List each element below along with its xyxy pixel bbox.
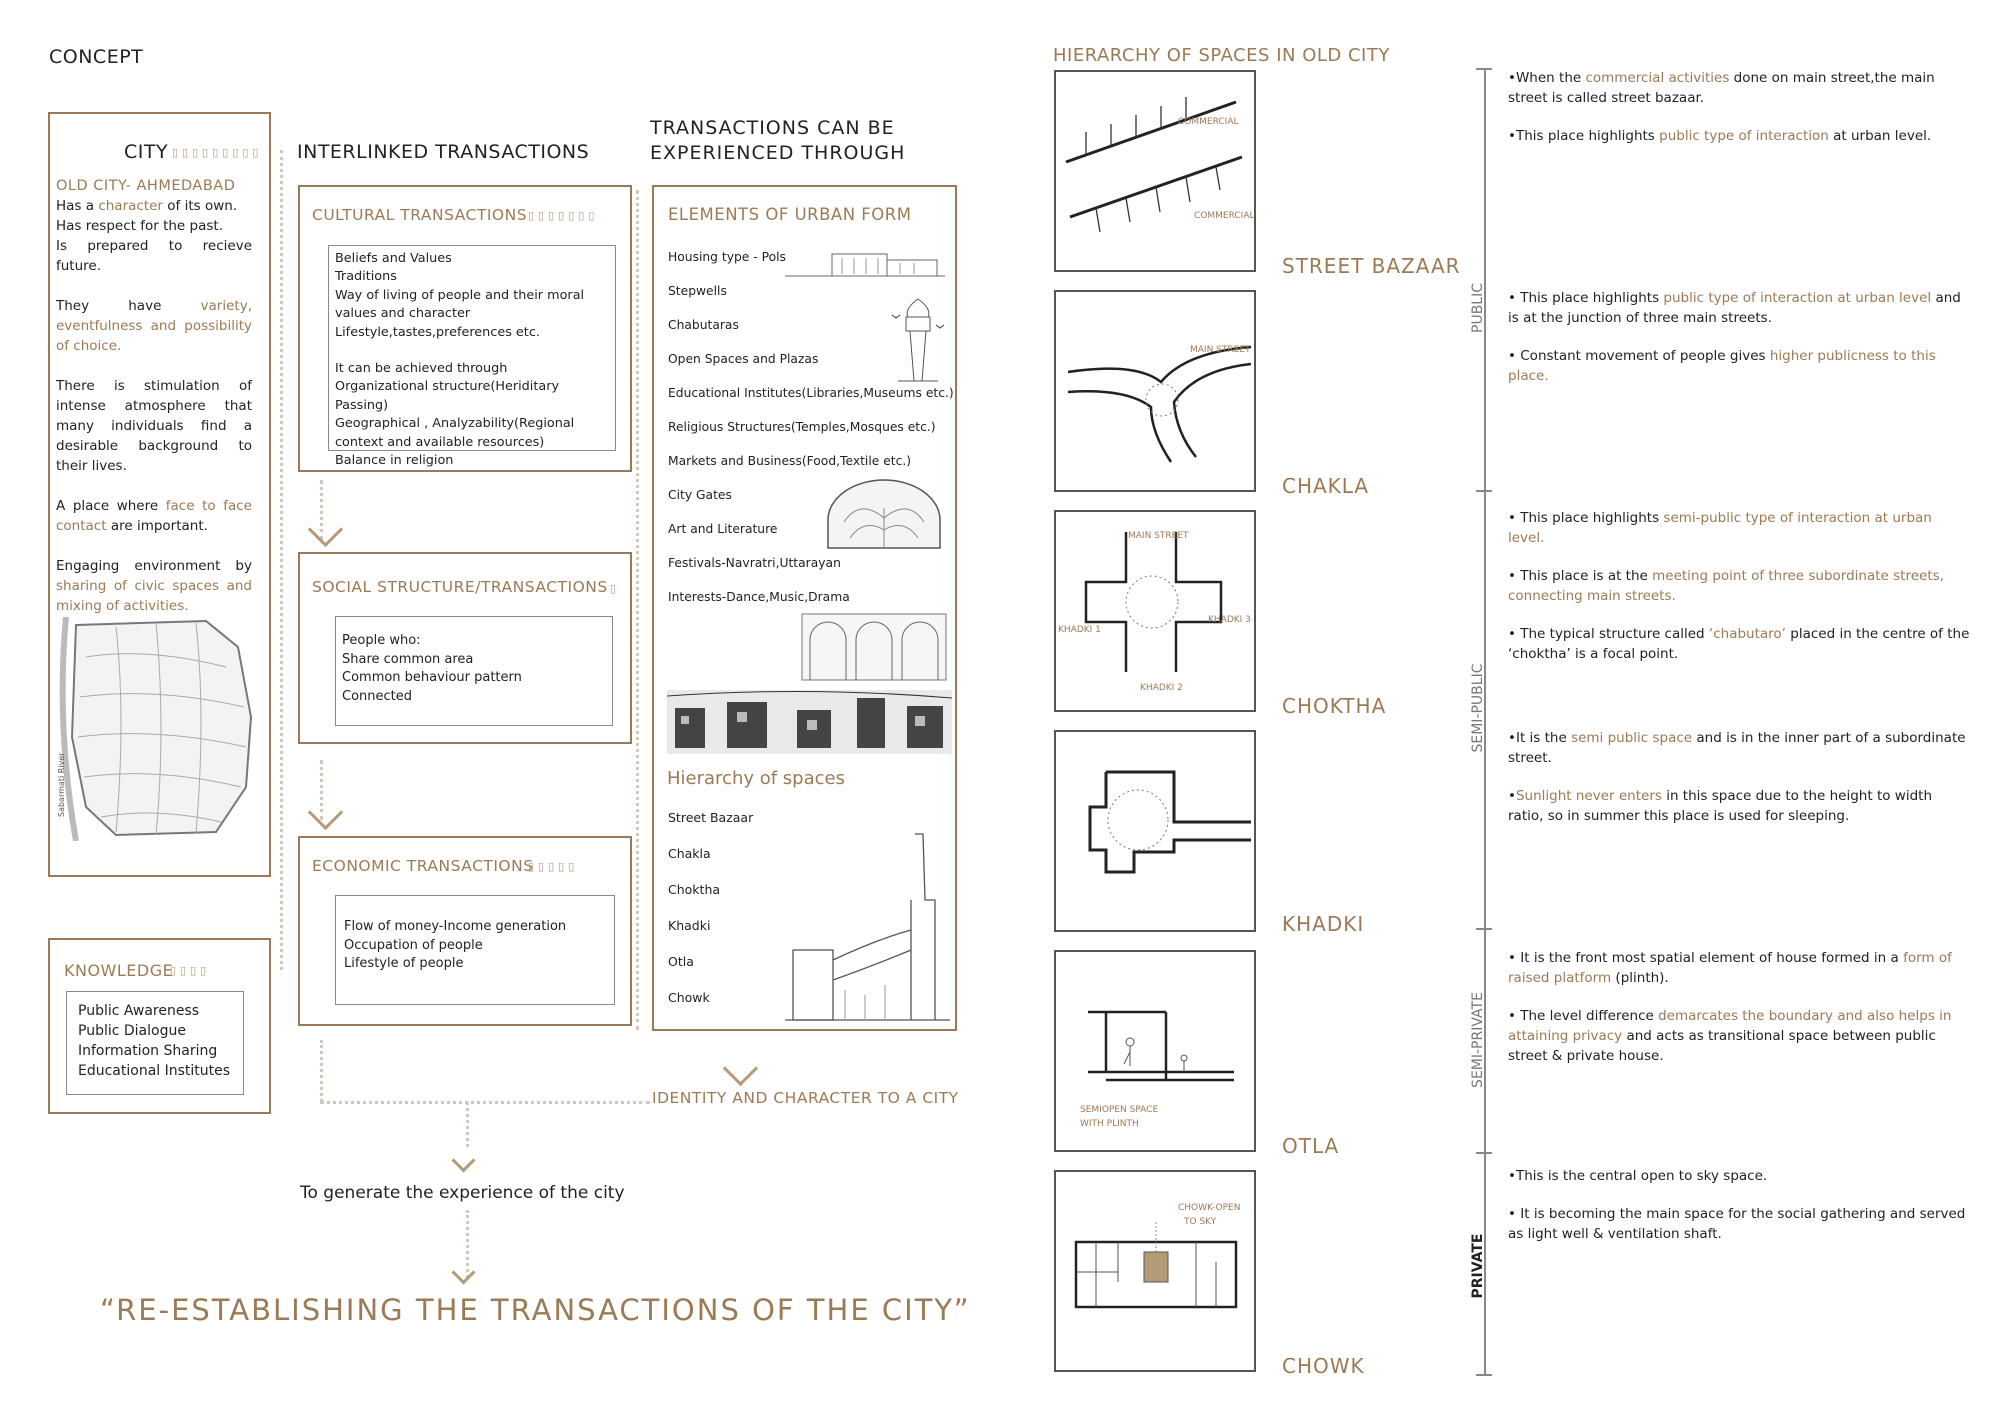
city-header: CITY [124,141,169,163]
desc-otla [1508,948,1970,1084]
experienced-header-line2: EXPERIENCED THROUGH [650,142,906,164]
hierarchy-item: Choktha [668,882,721,897]
desc-highlight: Sunlight never enters [1515,788,1662,804]
desc-highlight: demarcates the boundary and also helps in attaining privacy [1508,1008,1952,1044]
desc-text: placed in the centre of the ‘choktha’ is a focal point. [1508,626,1970,662]
concept-title: CONCEPT [49,46,144,68]
hierarchy-item: Khadki [668,918,711,933]
element-item: Markets and Business(Food,Textile etc.) [668,454,912,468]
hierarchy-item: Chowk [668,990,710,1005]
scale-label-private: PRIVATE [1470,1233,1486,1299]
element-item: Stepwells [668,284,727,298]
desc-text: done on main street,the main street is called street bazaar. [1508,70,1935,106]
street-scene-sketch [667,690,952,754]
hierarchy-list [668,810,753,1026]
desc-highlight: public type of interaction [1659,128,1829,144]
sketch-label: COMMERCIAL [1178,117,1239,127]
desc-highlight: public type of interaction at urban level [1663,290,1932,306]
economic-line: Flow of money-Income generation [344,919,567,934]
desc-text: • It is the front most spatial element of house formed in a [1508,950,1904,966]
economic-list [344,918,566,974]
connector-economic-bottom [320,1040,323,1102]
desc-text: at urban level. [1828,128,1932,144]
sketch-label: KHADKI 2 [1140,683,1183,693]
city-p4-post: are important. [106,518,208,534]
hierarchy-item: Chakla [668,846,711,861]
generate-text: To generate the experience of the city [300,1183,625,1203]
city-p3: There is stimulation of intense atmosphere that many individuals find a desirable background to their lives. [56,378,252,474]
economic-connector-dots: ▯▯▯▯▯ [528,860,579,873]
knowledge-connector-dots: ▯▯▯▯ [170,964,211,977]
desc-text: (plinth). [1611,970,1669,986]
desc-text: •This is the central open to sky space. [1508,1168,1768,1184]
city-p4-pre: A place where [56,498,166,514]
desc-choktha [1508,508,1970,682]
desc-highlight: higher publicness to this place. [1508,348,1936,384]
social-line: Connected [342,688,413,704]
desc-text: • It is becoming the main space for the social gathering and served as light well & ventilation shaft. [1508,1206,1966,1242]
space-label-khadki: KHADKI [1282,912,1365,936]
knowledge-list [78,1001,230,1081]
chevron-down-icon [308,512,343,547]
desc-highlight: semi-public type of interaction at urban level. [1508,510,1932,546]
element-item: Interests-Dance,Music,Drama [668,590,850,604]
desc-text: •It is the [1508,730,1572,746]
chabutara-sketch [888,295,948,387]
chevron-down-icon [451,1148,475,1172]
element-item: Festivals-Navratri,Uttarayan [668,556,841,570]
social-header: SOCIAL STRUCTURE/TRANSACTIONS [312,578,608,596]
cultural-line: Beliefs and Values [335,251,452,266]
economic-line: Lifestyle of people [344,956,464,971]
sketch-chowk [1054,1170,1256,1372]
cultural-line: Geographical , Analyzability(Regional context and available resources) [335,416,575,450]
scale-tick [1476,1152,1492,1154]
city-p1-post: of its own. [162,198,238,214]
connector-to-experienced [636,190,639,1030]
knowledge-item: Public Awareness [78,1003,200,1019]
sketch-label: KHADKI 3 [1208,615,1251,625]
desc-text: in this space due to the height to width ratio, so in summer this place is used for sleeping. [1508,788,1933,824]
city-p1-line3: Is prepared to recieve future. [56,238,252,274]
desc-khadki [1508,728,1970,844]
city-p2-highlight: variety, eventfulness and possibility of choice. [56,298,252,354]
city-p4-highlight: face to face contact [56,498,252,534]
cultural-line: Lifestyle,tastes,preferences etc. [335,324,540,340]
economic-line: Occupation of people [344,937,483,953]
desc-highlight: form of raised platform [1508,950,1952,986]
pol-house-sketch [780,248,950,284]
social-list [342,632,522,706]
desc-text: and is in the inner part of a subordinate street. [1508,730,1966,766]
sketch-label: MAIN STREET [1128,531,1189,541]
art-literature-sketch [800,610,950,684]
knowledge-header: KNOWLEDGE [64,961,174,980]
space-label-chakla: CHAKLA [1282,474,1370,498]
desc-text: •This place highlights [1508,128,1660,144]
social-line: Share common area [342,651,474,667]
desc-text: • This place highlights [1508,510,1664,526]
chevron-down-icon [723,1051,758,1086]
element-item: Educational Institutes(Libraries,Museums etc.) [668,386,954,400]
element-item: Housing type - Pols [668,250,786,264]
hierarchy-list-header: Hierarchy of spaces [667,768,845,789]
knowledge-item: Information Sharing [78,1043,218,1059]
element-item: Religious Structures(Temples,Mosques etc.) [668,420,936,434]
economic-header: ECONOMIC TRANSACTIONS [312,857,534,875]
desc-chakla [1508,288,1970,404]
sketch-khadki [1054,730,1256,932]
scale-tick [1476,1374,1492,1376]
desc-text: and acts as transitional space between public street & private house. [1508,1028,1936,1064]
interlinked-header: INTERLINKED TRANSACTIONS [297,141,590,163]
city-p2-pre: They have [56,298,201,314]
element-item: Chabutaras [668,318,739,332]
bottom-horizontal-connector [320,1101,650,1104]
identity-text: IDENTITY AND CHARACTER TO A CITY [652,1089,959,1107]
scale-label-public: PUBLIC [1470,283,1486,333]
elements-header: ELEMENTS OF URBAN FORM [668,205,912,224]
city-gate-sketch [820,478,948,552]
sketch-label: CHOWK-OPEN [1178,1203,1241,1213]
element-item: Art and Literature [668,522,778,536]
desc-highlight: meeting point of three subordinate streets, connecting main streets. [1508,568,1944,604]
connector-to-generate [466,1102,469,1147]
desc-text: and is at the junction of three main streets. [1508,290,1961,326]
cultural-line: Balance in religion [335,453,454,469]
sketch-label: WITH PLINTH [1080,1119,1139,1129]
sketch-label: MAIN STREET [1190,345,1251,355]
desc-highlight: commercial activities [1585,70,1730,86]
cultural-list [335,250,613,470]
city-p1-highlight: character [98,198,163,214]
element-item: City Gates [668,488,732,502]
desc-text: • Constant movement of people gives [1508,348,1770,364]
city-connector-dots: ▯▯▯▯▯▯▯▯▯ [172,146,263,159]
sketch-chakla [1054,290,1256,492]
street-tower-sketch [785,830,950,1025]
cultural-line: Way of living of people and their moral values and character [335,287,585,322]
desc-street-bazaar [1508,68,1970,164]
sketch-label: COMMERCIAL [1194,211,1254,221]
city-p5-highlight: sharing of civic spaces and mixing of activities. [56,578,252,614]
social-line: People who: [342,633,421,648]
sketch-label: KHADKI 1 [1058,625,1101,635]
social-connector-dots: ▯ [610,582,621,595]
desc-highlight: semi public space [1571,730,1693,746]
cultural-line: It can be achieved through [335,361,508,377]
cultural-header: CULTURAL TRANSACTIONS [312,206,528,224]
cultural-connector-dots: ▯▯▯▯▯▯▯ [528,209,599,222]
cultural-line: Organizational structure(Heriditary Passing) [335,379,560,413]
hierarchy-item: Otla [668,954,694,969]
knowledge-item: Educational Institutes [78,1063,231,1079]
scale-tick [1476,490,1492,492]
sketch-street-bazaar [1054,70,1256,272]
city-p1-line2: Has respect for the past. [56,218,223,234]
space-label-choktha: CHOKTHA [1282,694,1387,718]
desc-chowk [1508,1166,1970,1262]
map-river-label: Sabarmati River [57,752,66,817]
element-item: Open Spaces and Plazas [668,352,819,366]
hierarchy-title: HIERARCHY OF SPACES IN OLD CITY [1053,45,1390,66]
old-city-map-sketch [56,617,256,841]
experienced-header-line1: TRANSACTIONS CAN BE [650,117,895,139]
desc-text: •When the [1508,70,1586,86]
city-p5-pre: Engaging environment by [56,558,252,574]
vertical-connector [280,150,283,970]
space-label-chowk: CHOWK [1282,1354,1365,1378]
chevron-down-icon [308,795,343,830]
desc-text: • The level difference [1508,1008,1659,1024]
city-p1-pre: Has a [56,198,99,214]
sketch-label: SEMIOPEN SPACE [1080,1105,1159,1115]
sketch-label: TO SKY [1184,1217,1217,1227]
hierarchy-item: Street Bazaar [668,810,754,825]
tagline: “RE-ESTABLISHING THE TRANSACTIONS OF THE CITY” [100,1293,971,1327]
desc-text: • [1508,788,1516,804]
scale-tick [1476,68,1492,70]
experienced-header [650,116,905,166]
city-subtitle: OLD CITY- AHMEDABAD [56,178,236,194]
sketch-otla [1054,950,1256,1152]
desc-text: • The typical structure called [1508,626,1709,642]
city-text [56,176,252,616]
scale-label-semi-private: SEMI-PRIVATE [1470,992,1486,1088]
space-label-street-bazaar: STREET BAZAAR [1282,254,1461,278]
chevron-down-icon [451,1260,475,1284]
cultural-line [335,342,613,360]
space-label-otla: OTLA [1282,1134,1340,1158]
knowledge-item: Public Dialogue [78,1023,186,1039]
cultural-line: Traditions [335,269,397,285]
sketch-choktha [1054,510,1256,712]
scale-tick [1476,928,1492,930]
scale-label-semi-public: SEMI-PUBLIC [1470,663,1486,753]
desc-text: • This place highlights [1508,290,1664,306]
social-line: Common behaviour pattern [342,670,522,685]
desc-highlight: ‘chabutaro’ [1708,626,1786,642]
desc-text: • This place is at the [1508,568,1653,584]
